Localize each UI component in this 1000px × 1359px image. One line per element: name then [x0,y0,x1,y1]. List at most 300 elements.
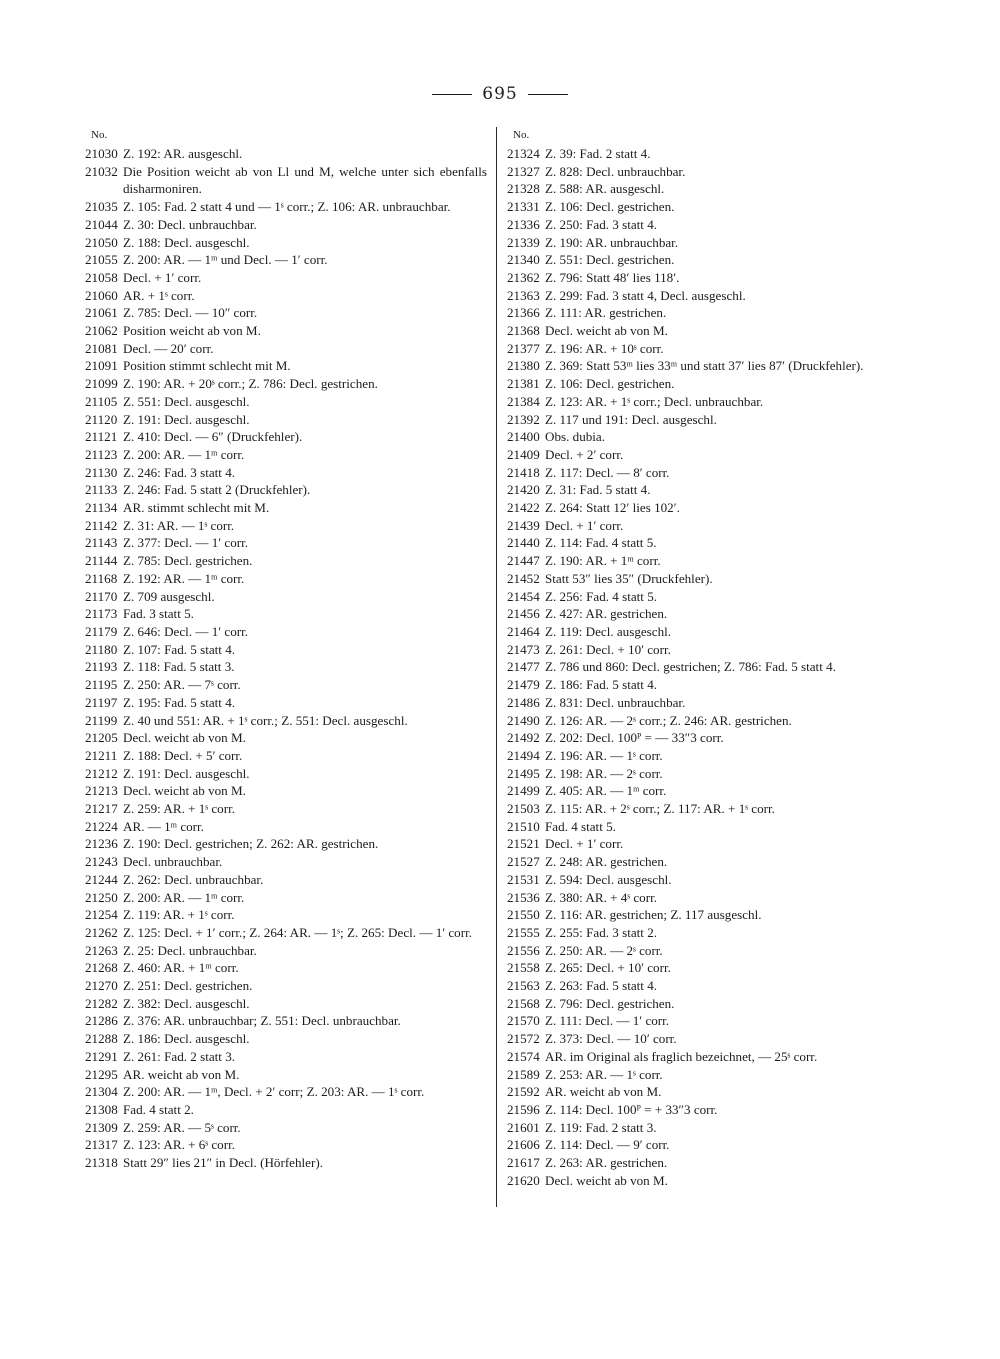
errata-entry [85,340,487,358]
errata-entry [85,924,487,942]
entry-text: Z. 551: Decl. ausgeschl. [123,393,250,409]
entry-text: Z. 785: Decl. — 10″ corr. [123,305,258,321]
errata-entry [507,198,907,216]
errata-entry [507,499,907,517]
errata-entry [85,145,487,163]
entry-text: Z. 259: AR. — 5ˢ corr. [123,1119,241,1135]
errata-entry [507,747,907,765]
entry-number: 21144 [85,553,118,569]
errata-entry [507,694,907,712]
entry-text: Z. 246: Fad. 5 statt 2 (Druckfehler). [123,482,311,498]
entry-text: Decl. + 2′ corr. [545,446,624,462]
entry-text: Z. 195: Fad. 5 statt 4. [123,694,236,710]
right-column-header: No. [513,129,530,141]
entry-text: Z. 261: Decl. + 10′ corr. [545,641,671,657]
errata-entry [507,534,907,552]
errata-entry [85,1012,487,1030]
entry-number: 21568 [507,995,540,1011]
entry-number: 21490 [507,712,540,728]
entry-text: Z. 119: Decl. ausgeschl. [545,623,672,639]
errata-entry [85,942,487,960]
errata-entry [507,906,907,924]
entry-text: Z. 191: Decl. ausgeschl. [123,765,250,781]
entry-number: 21617 [507,1155,540,1171]
entry-number: 21454 [507,588,540,604]
entry-text: Z. 31: Fad. 5 statt 4. [545,482,651,498]
column-divider [496,127,497,1207]
entry-text: Z. 299: Fad. 3 statt 4, Decl. ausgeschl. [545,287,746,303]
entry-number: 21263 [85,942,118,958]
errata-entry [507,1154,907,1172]
errata-entry [85,782,487,800]
entry-text: Z. 588: AR. ausgeschl. [545,181,665,197]
entry-text: Z. 106: Decl. gestrichen. [545,199,675,215]
errata-entry [507,995,907,1013]
entry-text: Z. 251: Decl. gestrichen. [123,978,253,994]
errata-entry [85,977,487,995]
entry-number: 21456 [507,606,540,622]
entry-text: Z. 188: Decl. ausgeschl. [123,234,250,250]
entry-text: Obs. dubia. [545,429,606,445]
entry-text: Decl. + 1′ corr. [123,269,202,285]
entry-number: 21308 [85,1101,118,1117]
entry-number: 21243 [85,854,118,870]
errata-entry [85,534,487,552]
entry-text: Z. 200: AR. — 1ᵐ corr. [123,446,245,462]
errata-entry [507,393,907,411]
entry-text: Z. 369: Statt 53ᵐ lies 33ᵐ und statt 37′ lies 87′ (Druckfehler). [545,358,864,374]
entry-number: 21324 [507,146,540,161]
entry-number: 21262 [85,924,118,940]
entry-number: 21572 [507,1031,540,1047]
errata-entry [85,729,487,747]
errata-entry [85,959,487,977]
errata-entry [85,304,487,322]
entry-number: 21244 [85,871,118,887]
entry-number: 21439 [507,517,540,533]
errata-entry [507,180,907,198]
errata-entry [85,234,487,252]
entry-text: Z. 30: Decl. unbrauchbar. [123,216,257,232]
errata-entry [507,1083,907,1101]
entry-text: AR. weicht ab von M. [123,1066,240,1082]
errata-entry [85,481,487,499]
entry-number: 21062 [85,323,118,339]
entry-text: Z. 125: Decl. + 1′ corr.; Z. 264: AR. — 1ˢ; Z. 265: Decl. — 1′ corr. [123,924,473,940]
entry-number: 21550 [507,907,540,923]
entry-text: Decl. weicht ab von M. [123,730,246,746]
entry-text: Z. 191: Decl. ausgeschl. [123,411,250,427]
entry-text: Z. 25: Decl. unbrauchbar. [123,942,257,958]
entry-number: 21486 [507,694,540,710]
entry-number: 21327 [507,163,540,179]
errata-entry [85,995,487,1013]
errata-entry [507,977,907,995]
entry-number: 21606 [507,1137,540,1153]
entry-number: 21142 [85,517,118,533]
entry-text: Z. 186: Fad. 5 statt 4. [545,677,658,693]
errata-entry [507,800,907,818]
entry-number: 21510 [507,818,540,834]
entry-number: 21193 [85,659,118,675]
entry-number: 21250 [85,889,118,905]
errata-entry [507,570,907,588]
entry-number: 21091 [85,358,118,374]
errata-entry [507,765,907,783]
errata-entry [85,1136,487,1154]
entry-number: 21030 [85,146,118,161]
entry-text: Z. 105: Fad. 2 statt 4 und — 1ˢ corr.; Z. 106: AR. unbrauchbar. [123,199,451,215]
entry-text: Z. 116: AR. gestrichen; Z. 117 ausgeschl. [545,907,762,923]
entry-number: 21050 [85,234,118,250]
entry-text: Z. 646: Decl. — 1′ corr. [123,623,249,639]
entry-number: 21173 [85,606,118,622]
entry-number: 21574 [507,1048,540,1064]
entry-number: 21381 [507,376,540,392]
errata-entry [507,1172,907,1190]
entry-text: Z. 200: AR. — 1ᵐ und Decl. — 1′ corr. [123,252,328,268]
entry-text: Z. 126: AR. — 2ˢ corr.; Z. 246: AR. gestrichen. [545,712,792,728]
entry-text: Z. 196: AR. — 1ˢ corr. [545,747,663,763]
errata-entry [85,446,487,464]
entry-text: AR. + 1ˢ corr. [123,287,195,303]
entry-text: Z. 250: AR. — 2ˢ corr. [545,942,663,958]
errata-entry [85,747,487,765]
entry-text: Z. 123: AR. + 6ˢ corr. [123,1137,235,1153]
entry-number: 21473 [507,641,540,657]
errata-entry [507,1136,907,1154]
entry-text: Fad. 4 statt 2. [123,1101,194,1117]
errata-entry [507,1048,907,1066]
entry-text: Z. 192: AR. ausgeschl. [123,146,243,161]
errata-entry [85,322,487,340]
entry-number: 21195 [85,677,118,693]
entry-text: Z. 551: Decl. gestrichen. [545,252,675,268]
errata-entry [507,216,907,234]
entry-text: Z. 39: Fad. 2 statt 4. [545,146,651,161]
errata-entry [507,145,907,163]
entry-number: 21120 [85,411,118,427]
entry-text: Fad. 3 statt 5. [123,606,194,622]
errata-entry [507,464,907,482]
entry-number: 21168 [85,570,118,586]
errata-entry [85,287,487,305]
entry-text: Z. 196: AR. + 10ˢ corr. [545,340,664,356]
entry-number: 21531 [507,871,540,887]
entry-text: AR. stimmt schlecht mit M. [123,500,270,516]
entry-number: 21362 [507,269,540,285]
errata-entry [85,570,487,588]
entry-number: 21061 [85,305,118,321]
entry-number: 21409 [507,446,540,462]
entry-text: Z. 192: AR. — 1ᵐ corr. [123,570,245,586]
entry-number: 21589 [507,1066,540,1082]
entry-text: Z. 594: Decl. ausgeschl. [545,871,672,887]
entry-number: 21499 [507,783,540,799]
entry-text: Z. 259: AR. + 1ˢ corr. [123,801,235,817]
entry-text: Z. 831: Decl. unbrauchbar. [545,694,686,710]
errata-entry [507,163,907,181]
entry-number: 21134 [85,500,118,516]
entry-text: Z. 786 und 860: Decl. gestrichen; Z. 786: Fad. 5 statt 4. [545,659,836,675]
entry-text: Z. 117: Decl. — 8′ corr. [545,464,670,480]
entry-text: Z. 115: AR. + 2ˢ corr.; Z. 117: AR. + 1ˢ corr. [545,801,775,817]
entry-number: 21060 [85,287,118,303]
entry-number: 21536 [507,889,540,905]
errata-entry [85,889,487,907]
entry-number: 21570 [507,1013,540,1029]
entry-text: Z. 190: AR. + 20ˢ corr.; Z. 786: Decl. gestrichen. [123,376,378,392]
errata-entry [507,605,907,623]
entry-text: Z. 382: Decl. ausgeschl. [123,995,250,1011]
errata-entry [85,1030,487,1048]
errata-entry [85,357,487,375]
entry-number: 21492 [507,730,540,746]
entry-number: 21044 [85,216,118,232]
entry-number: 21556 [507,942,540,958]
entry-number: 21377 [507,340,540,356]
entry-number: 21339 [507,234,540,250]
entry-text: Z. 264: Statt 12′ lies 102′. [545,500,680,516]
errata-entry [507,357,907,375]
entry-text: Decl. + 1′ corr. [545,836,624,852]
entry-text: Z. 118: Fad. 5 statt 3. [123,659,235,675]
errata-entry [507,322,907,340]
entry-text: Position weicht ab von M. [123,323,261,339]
entry-text: Z. 256: Fad. 4 statt 5. [545,588,658,604]
entry-number: 21197 [85,694,118,710]
entry-text: Z. 198: AR. — 2ˢ corr. [545,765,663,781]
entry-text: Z. 380: AR. + 4ˢ corr. [545,889,657,905]
entry-text: Z. 263: Fad. 5 statt 4. [545,978,658,994]
entry-number: 21304 [85,1084,118,1100]
errata-entry [507,924,907,942]
entry-number: 21123 [85,446,118,462]
entry-text: Z. 460: AR. + 1ᵐ corr. [123,960,239,976]
entry-text: Z. 111: Decl. — 1′ corr. [545,1013,670,1029]
entry-text: Z. 246: Fad. 3 statt 4. [123,464,236,480]
entry-text: Z. 376: AR. unbrauchbar; Z. 551: Decl. unbrauchbar. [123,1013,401,1029]
errata-entry [85,588,487,606]
entry-number: 21180 [85,641,118,657]
entry-number: 21422 [507,500,540,516]
entry-text: Decl. — 20′ corr. [123,340,214,356]
errata-entry [507,481,907,499]
entry-number: 21447 [507,553,540,569]
entry-number: 21331 [507,199,540,215]
entry-number: 21212 [85,765,118,781]
entry-number: 21555 [507,924,540,940]
entry-text: Z. 410: Decl. — 6″ (Druckfehler). [123,429,303,445]
entry-number: 21384 [507,393,540,409]
errata-entry [507,729,907,747]
entry-number: 21236 [85,836,118,852]
errata-entry [85,411,487,429]
entry-text: Z. 373: Decl. — 10′ corr. [545,1031,677,1047]
entry-text: Z. 114: Decl. 100ᴾ = + 33″3 corr. [545,1101,718,1117]
entry-number: 21521 [507,836,540,852]
errata-entry [85,871,487,889]
entry-number: 21380 [507,358,540,374]
entry-text: Z. 200: AR. — 1ᵐ corr. [123,889,245,905]
entry-number: 21282 [85,995,118,1011]
entry-text: AR. — 1ᵐ corr. [123,818,204,834]
errata-entry [507,269,907,287]
entry-number: 21620 [507,1172,540,1188]
errata-entry [85,464,487,482]
errata-entry [85,375,487,393]
entry-number: 21479 [507,677,540,693]
entry-number: 21366 [507,305,540,321]
entry-number: 21170 [85,588,118,604]
entry-number: 21143 [85,535,118,551]
entry-number: 21217 [85,801,118,817]
entry-text: Z. 250: AR. — 7ˢ corr. [123,677,241,693]
entry-number: 21295 [85,1066,118,1082]
entry-text: Z. 265: Decl. + 10′ corr. [545,960,671,976]
entry-number: 21105 [85,393,118,409]
errata-entry [85,1119,487,1137]
entry-number: 21392 [507,411,540,427]
entry-number: 21309 [85,1119,118,1135]
errata-entry [507,446,907,464]
left-column [85,127,487,1172]
entry-text: Z. 119: AR. + 1ˢ corr. [123,907,235,923]
entry-text: Z. 262: Decl. unbrauchbar. [123,871,264,887]
errata-entry [85,658,487,676]
errata-entry [85,393,487,411]
entry-number: 21133 [85,482,118,498]
entry-text: Z. 785: Decl. gestrichen. [123,553,253,569]
right-entry-list [507,145,907,1189]
errata-entry [507,889,907,907]
entry-text: AR. weicht ab von M. [545,1084,662,1100]
errata-entry [507,287,907,305]
errata-entry [507,552,907,570]
errata-entry [85,835,487,853]
entry-number: 21592 [507,1084,540,1100]
entry-number: 21179 [85,623,118,639]
errata-entry [85,694,487,712]
right-column [507,127,907,1189]
page-number-text: 695 [482,84,518,104]
errata-entry [507,340,907,358]
errata-entry [85,1083,487,1101]
entry-number: 21563 [507,978,540,994]
entry-text: Z. 190: Decl. gestrichen; Z. 262: AR. gestrichen. [123,836,379,852]
entry-text: Z. 261: Fad. 2 statt 3. [123,1048,236,1064]
errata-entry [85,1101,487,1119]
entry-number: 21213 [85,783,118,799]
errata-entry [507,588,907,606]
errata-entry [85,818,487,836]
errata-entry [85,853,487,871]
errata-entry [85,269,487,287]
entry-text: Z. 796: Statt 48′ lies 118′. [545,269,680,285]
entry-text: Decl. unbrauchbar. [123,854,223,870]
errata-entry [507,658,907,676]
errata-entry [507,623,907,641]
entry-number: 21336 [507,216,540,232]
entry-number: 21420 [507,482,540,498]
errata-entry [85,216,487,234]
entry-text: Z. 427: AR. gestrichen. [545,606,668,622]
errata-entry [85,517,487,535]
entry-text: Z. 255: Fad. 3 statt 2. [545,924,658,940]
errata-entry [507,676,907,694]
entry-number: 21494 [507,747,540,763]
entry-number: 21055 [85,252,118,268]
errata-entry [85,676,487,694]
errata-entry [85,552,487,570]
errata-entry [507,853,907,871]
entry-text: Z. 248: AR. gestrichen. [545,854,668,870]
errata-entry [507,251,907,269]
page-number-rule-left [432,94,472,95]
entry-text: Z. 263: AR. gestrichen. [545,1155,668,1171]
entry-text: Decl. weicht ab von M. [545,1172,668,1188]
entry-number: 21286 [85,1013,118,1029]
entry-number: 21121 [85,429,118,445]
entry-number: 21081 [85,340,118,356]
entry-text: Z. 106: Decl. gestrichen. [545,376,675,392]
entry-number: 21099 [85,376,118,392]
entry-number: 21477 [507,659,540,675]
errata-entry [507,835,907,853]
entry-number: 21268 [85,960,118,976]
errata-entry [85,906,487,924]
entry-text: Z. 40 und 551: AR. + 1ˢ corr.; Z. 551: Decl. ausgeschl. [123,712,408,728]
errata-entry [507,1012,907,1030]
errata-entry [85,1048,487,1066]
entry-number: 21495 [507,765,540,781]
entry-text: AR. im Original als fraglich bezeichnet, — 25ˢ corr. [545,1048,818,1064]
errata-entry [507,1119,907,1137]
entry-text: Z. 111: AR. gestrichen. [545,305,667,321]
entry-number: 21270 [85,978,118,994]
entry-text: Z. 253: AR. — 1ˢ corr. [545,1066,663,1082]
entry-text: Z. 190: AR. unbrauchbar. [545,234,679,250]
entry-text: Z. 709 ausgeschl. [123,588,215,604]
entry-number: 21058 [85,269,118,285]
errata-entry [85,800,487,818]
entry-number: 21130 [85,464,118,480]
errata-entry [507,517,907,535]
entry-number: 21503 [507,801,540,817]
errata-entry [507,782,907,800]
entry-number: 21318 [85,1155,118,1171]
errata-entry [85,765,487,783]
entry-number: 21596 [507,1101,540,1117]
errata-entry [507,871,907,889]
entry-text: Fad. 4 statt 5. [545,818,616,834]
entry-number: 21224 [85,818,118,834]
entry-text: Decl. + 1′ corr. [545,517,624,533]
entry-number: 21400 [507,429,540,445]
entry-number: 21254 [85,907,118,923]
entry-number: 21291 [85,1048,118,1064]
entry-number: 21340 [507,252,540,268]
entry-text: Die Position weicht ab von Ll und M, welche unter sich ebenfalls disharmoniren. [123,163,487,197]
entry-text: Z. 200: AR. — 1ᵐ, Decl. + 2′ corr; Z. 203: AR. — 1ˢ corr. [123,1084,425,1100]
errata-entry [85,251,487,269]
entry-text: Statt 29″ lies 21″ in Decl. (Hörfehler). [123,1155,323,1171]
entry-number: 21317 [85,1137,118,1153]
entry-text: Z. 202: Decl. 100ᴾ = — 33″3 corr. [545,730,724,746]
entry-text: Z. 186: Decl. ausgeschl. [123,1031,250,1047]
errata-entry [507,375,907,393]
errata-entry [85,605,487,623]
